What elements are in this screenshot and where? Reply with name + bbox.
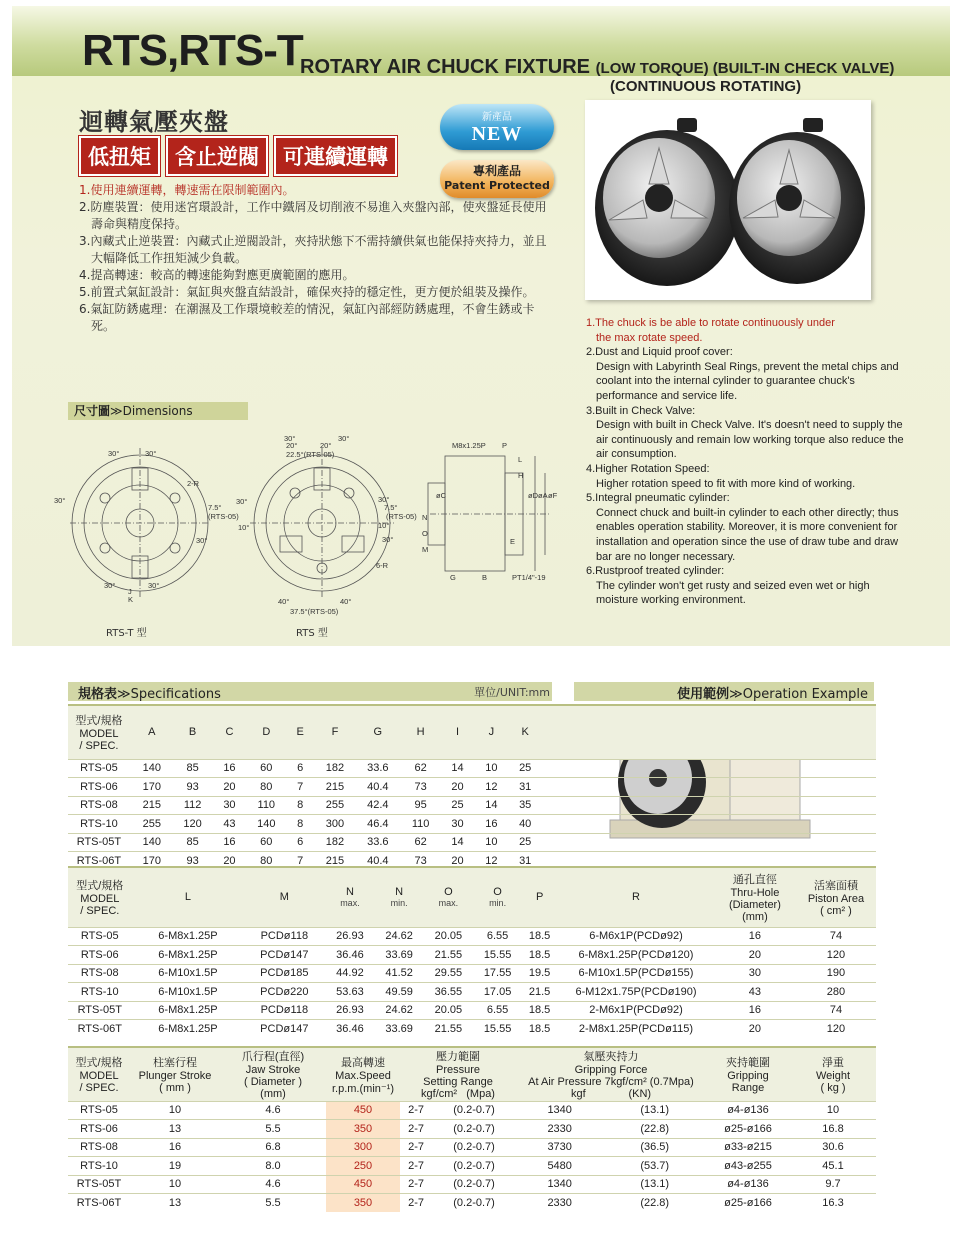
dim-label: 30° [145,449,157,458]
table-cell: 6-M12x1.75P(PCDø190) [558,983,714,1002]
dim-label: M8x1.25P [452,441,486,450]
table-cell: 20 [212,778,248,797]
table-cell: 16.8 [790,1120,876,1139]
table-cell: 300 [315,815,355,834]
table-cell: 10 [474,833,508,852]
table-cell: 30.6 [790,1138,876,1157]
table-cell: 14 [441,759,475,778]
table-cell: 62 [401,759,441,778]
model-cell: RTS-06 [68,1120,130,1139]
list-item: 6.氣缸防銹處理：在潮濕及工作環境較差的情況，氣缸內部經防銹處理，不會生銹或卡死。 [79,302,535,333]
table-cell: 16 [130,1138,220,1157]
dim-label: B [482,573,488,582]
table-cell: 300 [326,1138,400,1157]
table-cell: 26.93 [324,1001,375,1020]
dim-label: K [128,595,134,604]
table-cell: 17.05 [474,983,521,1002]
table-cell: 25 [441,796,475,815]
dim-label: E [510,537,516,546]
table-cell: 6 [285,759,315,778]
table-cell: 2-7 [400,1120,432,1139]
dim-label: 2-R [187,479,200,488]
table-cell: 31 [508,778,542,797]
dim-label: 30° [236,497,248,506]
table-cell: 20 [441,778,475,797]
table-cell: 215 [315,852,355,871]
table-cell: 10 [790,1101,876,1120]
dim-label: (RTS-05) [208,512,239,521]
table-row [68,1194,876,1213]
table-cell: 280 [796,983,876,1002]
table-cell: 2330 [516,1194,603,1213]
chuck-left [595,118,739,286]
dim-label: 30° [284,434,296,443]
table-cell: 16 [714,927,796,946]
table-cell: 60 [247,833,285,852]
dim-label: 22.5°(RTS-05) [286,450,335,459]
model-cell: RTS-10 [68,1157,130,1176]
table-cell: 6-M8x1.25P [132,1020,245,1039]
table-row [68,1157,876,1176]
table-cell: 170 [130,778,174,797]
dim-label: PT1/4"-19 [512,573,546,582]
dim-label: 30° [382,535,394,544]
table-row [68,1020,876,1039]
table-cell: 36.46 [324,1020,375,1039]
cn-feature-list [79,182,549,335]
table-cell: 6.55 [474,1001,521,1020]
dim-label: M [422,545,429,554]
table-cell: 33.69 [376,1020,423,1039]
list-item: 1.使用連續運轉，轉速需在限制範圍內。 [79,183,295,197]
table-cell: (0.2-0.7) [432,1157,516,1176]
table-cell: (0.2-0.7) [432,1101,516,1120]
table-cell: 20 [714,946,796,965]
table-cell: 14 [474,796,508,815]
table-cell: 120 [174,815,212,834]
table-cell: 120 [796,946,876,965]
table-cell: 20 [212,852,248,871]
table-cell: 18.5 [521,1020,558,1039]
dim-label: O [422,529,428,538]
table-cell: 16 [714,1001,796,1020]
table-row [68,983,876,1002]
table-row [68,778,876,797]
model-cell: RTS-10 [68,983,132,1002]
model-cell: RTS-05T [68,833,130,852]
table-cell: ø4-ø136 [706,1101,790,1120]
table-cell: 6-M8x1.25P(PCDø120) [558,946,714,965]
table-cell: PCDø220 [244,983,324,1002]
table-cell: 450 [326,1175,400,1194]
table-cell: 215 [130,796,174,815]
dim-label: 20° [320,441,332,450]
table-cell: 6-M8x1.25P [132,1001,245,1020]
table-cell: 74 [796,927,876,946]
table-cell: 250 [326,1157,400,1176]
table-cell: 1340 [516,1175,603,1194]
table-cell: 44.92 [324,964,375,983]
table-cell: ø33-ø215 [706,1138,790,1157]
table-row [68,1138,876,1157]
en-feature-list: 1.The chuck is be able to rotate continuously under the max rotate speed. 2.Dust and Liquid proof cover: Design with Labyrinth Seal Rings, prevent the metal chips and coolant into the internal cylinder to guarantee chuck's performance and service life. 3.Built in Check Valve: Design with built in Check Valve. It's doesn't need to supply the air continuously and remain low working torque also reduce the air consumption. 4.Higher Rotation Speed: Higher rotation speed to fit with more kind of working. 5.Integral pneumatic cylinder: Connect chuck and built-in cylinder to each other directly; thus enables operation stability. Moreover, it is more convenient for installation and operation since the use of draw tube and draw bar are no longer necessary. 6.Rustproof treated cylinder: The cylinder won't get rusty and seized even wet or high moisture working environment. [586,317,904,607]
spec-table-1: 型式/規格 MODEL / SPEC. A B C D E F G H I J K RTS-05 140 85 16 60 6 182 33.6 62 14 10 25 RTS-06 170 93 20 80 7 215 40.4 73 20 12 31 RTS-08 215 112 30 110 8 255 42.4 95 25 14 35 RTS-10 255 120 43 140 8 300 46.4 110 30 16 40 RTS-05T 140 85 16 60 6 182 33.6 62 14 10 25 RTS-06T 170 93 20 80 7 215 40.4 73 20 12 31 [68,704,876,870]
table-cell: 2-7 [400,1157,432,1176]
table-cell: 33.6 [355,833,401,852]
list-item: 5.前置式氣缸設計：氣缸與夾盤直結設計，確保夾持的穩定性，更方便於組裝及操作。 [79,285,535,299]
table-cell: 74 [796,1001,876,1020]
table-row [68,927,876,946]
model-cell: RTS-08 [68,1138,130,1157]
dimension-drawings [50,428,590,638]
dim-label: 30° [196,536,208,545]
dim-label: 40° [340,597,352,606]
table-cell: 20 [714,1020,796,1039]
table-cell: 170 [130,852,174,871]
table-cell: 8 [285,796,315,815]
table-cell: 6-M8x1.25P [132,946,245,965]
table-cell: 182 [315,833,355,852]
table-cell: (13.1) [603,1101,706,1120]
table-cell: 21.55 [423,1020,474,1039]
dim-label: J [128,587,132,596]
table-cell: 10 [130,1101,220,1120]
table-cell: 40.4 [355,852,401,871]
table-cell: 95 [401,796,441,815]
table-cell: 19 [130,1157,220,1176]
table-cell: 43 [714,983,796,1002]
list-item: 4.提高轉速：較高的轉速能夠對應更廣範圍的應用。 [79,268,355,282]
dim-label: G [450,573,456,582]
table-cell: 21.5 [521,983,558,1002]
table-cell: 450 [326,1101,400,1120]
table-cell: 6 [285,833,315,852]
table-cell: 93 [174,852,212,871]
dim-label: 30° [378,495,390,504]
table-cell: 41.52 [376,964,423,983]
table-cell: 30 [212,796,248,815]
table-cell: (53.7) [603,1157,706,1176]
model-cell: RTS-08 [68,796,130,815]
table-cell: 5480 [516,1157,603,1176]
table-cell: 62 [401,833,441,852]
table-row [68,1001,876,1020]
dim-label: 20° [286,441,298,450]
table-cell: 35 [508,796,542,815]
table-cell: PCDø147 [244,946,324,965]
table-cell: (36.5) [603,1138,706,1157]
model-cell: RTS-06T [68,852,130,871]
table-cell: 7 [285,852,315,871]
table-cell: (22.8) [603,1194,706,1213]
feature-tags [79,136,397,176]
table-cell: 24.62 [376,927,423,946]
table-cell: 112 [174,796,212,815]
dimensions-heading: 尺寸圖≫Dimensions [68,402,248,420]
dim-label: 10° [238,523,250,532]
list-item: 3.內藏式止逆裝置：內藏式止逆閥設計，夾持狀態下不需持續供氣也能保持夾持力，並且大幅降低工作扭矩減少負載。 [79,234,547,265]
table-cell: 33.6 [355,759,401,778]
table-cell: 10 [130,1175,220,1194]
table-cell: 30 [714,964,796,983]
model-cell: RTS-05T [68,1175,130,1194]
table-row [68,833,876,852]
table-cell: 15.55 [474,1020,521,1039]
table-cell: 182 [315,759,355,778]
table-cell: 17.55 [474,964,521,983]
table-cell: 9.7 [790,1175,876,1194]
model-cell: RTS-06T [68,1020,132,1039]
table-cell: 255 [130,815,174,834]
table-cell: 2330 [516,1120,603,1139]
spec-heading: 規格表≫Specifications 單位/UNIT:mm [68,682,552,701]
table-cell: 16 [212,759,248,778]
table-cell: 12 [474,778,508,797]
dim-label: 30° [104,581,116,590]
table-cell: 350 [326,1120,400,1139]
table-cell: PCDø118 [244,1001,324,1020]
dim-label: 7.5° [384,503,398,512]
table-row [68,1120,876,1139]
patent-badge: 專利產品 Patent Protected [440,160,554,198]
table-cell: 80 [247,852,285,871]
table-cell: 13 [130,1194,220,1213]
table-cell: 6-M10x1.5P [132,964,245,983]
table-cell: 42.4 [355,796,401,815]
table-cell: 8.0 [220,1157,326,1176]
table-cell: (0.2-0.7) [432,1175,516,1194]
table-cell: 6-M10x1.5P(PCDø155) [558,964,714,983]
table-cell: 40 [508,815,542,834]
table-cell: 18.5 [521,927,558,946]
table-cell: 5.5 [220,1194,326,1213]
model-cell: RTS-08 [68,964,132,983]
new-badge: 新產品 NEW [440,104,554,150]
table-cell: 25 [508,833,542,852]
dim-label: P [502,441,508,450]
table-cell: 45.1 [790,1157,876,1176]
table-cell: ø4-ø136 [706,1175,790,1194]
table-cell: 19.5 [521,964,558,983]
table-cell: 73 [401,778,441,797]
table-cell: 85 [174,759,212,778]
table-cell: 140 [130,759,174,778]
model-cell: RTS-05 [68,927,132,946]
table-row [68,1101,876,1120]
model-cell: RTS-06 [68,778,130,797]
table-cell: 31 [508,852,542,871]
dim-label: øD [528,491,538,500]
table-cell: 7 [285,778,315,797]
table-cell: 1340 [516,1101,603,1120]
operation-heading: 使用範例≫Operation Example [574,682,874,701]
table-cell: 29.55 [423,964,474,983]
dim-label: 40° [278,597,290,606]
cn-title: 迴轉氣壓夾盤 [79,108,229,136]
table-cell: 93 [174,778,212,797]
table-cell: 16.3 [790,1194,876,1213]
rts-t-caption: RTS-T 型 [106,628,147,639]
table-cell: 6-M6x1P(PCDø92) [558,927,714,946]
table-cell: 25 [508,759,542,778]
model-cell: RTS-05T [68,1001,132,1020]
table-cell: 85 [174,833,212,852]
product-photo [585,100,871,300]
table-cell: 30 [441,815,475,834]
table-cell: PCDø147 [244,1020,324,1039]
dim-label: 30° [54,496,66,505]
table-row [68,946,876,965]
model-title: RTS,RTS-T [82,26,303,75]
table-row [68,759,876,778]
table-cell: 6-M8x1.25P [132,927,245,946]
model-cell: RTS-06 [68,946,132,965]
table-cell: ø25-ø166 [706,1194,790,1213]
table-cell: 16 [474,815,508,834]
dim-label: L [518,455,523,464]
table-cell: (0.2-0.7) [432,1194,516,1213]
table-cell: 3730 [516,1138,603,1157]
table-cell: 33.69 [376,946,423,965]
table-cell: 6.55 [474,927,521,946]
dim-label: 7.5° [208,503,222,512]
table-cell: 24.62 [376,1001,423,1020]
chuck-right [729,118,865,284]
table-cell: 2-M6x1P(PCDø92) [558,1001,714,1020]
dim-label: 37.5°(RTS-05) [290,607,339,616]
dim-label: øC [436,491,446,500]
table-cell: 20.05 [423,1001,474,1020]
dim-label: 30° [148,581,160,590]
table-cell: (0.2-0.7) [432,1120,516,1139]
dim-label: øA [538,491,548,500]
table-cell: 13 [130,1120,220,1139]
table-row [68,815,876,834]
table-cell: 4.6 [220,1175,326,1194]
table-cell: 4.6 [220,1101,326,1120]
dim-label: øF [548,491,558,500]
tag: 低扭矩 [79,136,160,176]
table-cell: 255 [315,796,355,815]
table-cell: 2-7 [400,1101,432,1120]
table-row [68,1175,876,1194]
dim-label: 6-R [376,561,389,570]
dim-label: 10° [378,521,390,530]
table-cell: ø25-ø166 [706,1120,790,1139]
table-cell: 80 [247,778,285,797]
model-cell: RTS-06T [68,1194,130,1213]
table-cell: PCDø118 [244,927,324,946]
tag: 可連續運轉 [274,136,397,176]
table-cell: 6-M10x1.5P [132,983,245,1002]
table-cell: 46.4 [355,815,401,834]
tag: 含止逆閥 [166,136,268,176]
table-row [68,964,876,983]
product-subtitle: (CONTINUOUS ROTATING) [610,78,802,95]
table-cell: 14 [441,833,475,852]
table-cell: 120 [796,1020,876,1039]
table-cell: 21.55 [423,946,474,965]
table-cell: 26.93 [324,927,375,946]
table-cell: 53.63 [324,983,375,1002]
table-cell: (22.8) [603,1120,706,1139]
table-cell: 350 [326,1194,400,1213]
table-cell: 36.46 [324,946,375,965]
table-cell: 110 [247,796,285,815]
table-cell: 40.4 [355,778,401,797]
table-cell: 20.05 [423,927,474,946]
table-cell: PCDø185 [244,964,324,983]
table-cell: 10 [474,759,508,778]
table-cell: 110 [401,815,441,834]
table-cell: 18.5 [521,1001,558,1020]
spec-table-2: 型式/規格 MODEL / SPEC. L M N max. N min. O max. O min. P R 通孔直徑 Thru-Hole (Diameter) (mm) 活塞面積 Piston Area ( cm² ) RTS-05 6-M8x1.25P PCDø118 26.93 24.62 20.05 6.55 18.5 6-M6x1P(PCDø92) 16 74 RTS-06 6-M8x1.25P PCDø147 36.46 33.69 21.55 15.55 18.5 6-M8x1.25P(PCDø120) 20 120 RTS-08 6-M10x1.5P PCDø185 44.92 41.52 29.55 17.55 19.5 6-M10x1.5P(PCDø155) 30 190 RTS-10 6-M10x1.5P PCDø220 53.63 49.59 36.55 17.05 21.5 6-M12x1.75P(PCDø190) 43 280 RTS-05T 6-M8x1.25P PCDø118 26.93 24.62 20.05 6.55 18.5 2-M6x1P(PCDø92) 16 74 RTS-06T 6-M8x1.25P PCDø147 36.46 33.69 21.55 15.55 18.5 2-M8x1.25P(PCDø115) 20 120 [68,866,876,1038]
dim-label: 30° [338,434,350,443]
table-cell: 2-7 [400,1194,432,1213]
table-cell: (13.1) [603,1175,706,1194]
table-cell: 20 [441,852,475,871]
table-cell: 16 [212,833,248,852]
list-item: 2.防塵裝置：使用迷宮環設計，工作中鐵屑及切削液不易進入夾盤內部，使夾盤延長使用壽命與精度保持。 [79,200,547,231]
table-cell: 140 [247,815,285,834]
table-cell: 190 [796,964,876,983]
model-cell: RTS-05 [68,1101,130,1120]
model-cell: RTS-05 [68,759,130,778]
spec-table-3: 型式/規格 MODEL / SPEC. 柱塞行程 Plunger Stroke ( mm ) 爪行程(直徑) Jaw Stroke ( Diameter ) (mm) 最高轉速 Max.Speed r.p.m.(min⁻¹) 壓力範圍 Pressure Setting Range kgf/cm² (Mpa) 氣壓夾持力 Gripping Force At Air Pressure 7kgf/cm² (0.7Mpa) kgf (KN) 夾持範圍 Gripping Range 淨重 Weight ( kg ) RTS-05 10 4.6 450 2-7 (0.2-0.7) 1340 (13.1) ø4-ø136 10 RTS-06 13 5.5 350 2-7 (0.2-0.7) 2330 (22.8) ø25-ø166 16.8 RTS-08 16 6.8 300 2-7 (0.2-0.7) 3730 (36.5) ø33-ø215 30.6 RTS-10 19 8.0 250 2-7 (0.2-0.7) 5480 (53.7) ø43-ø255 45.1 RTS-05T 10 4.6 450 2-7 (0.2-0.7) 1340 (13.1) ø4-ø136 9.7 RTS-06T 13 5.5 350 2-7 (0.2-0.7) 2330 (22.8) ø25-ø166 16.3 [68,1046,876,1212]
table-cell: 43 [212,815,248,834]
chuck-illustration [585,100,871,300]
table-cell: 5.5 [220,1120,326,1139]
table-cell: 140 [130,833,174,852]
product-title: ROTARY AIR CHUCK FIXTURE (LOW TORQUE) (BUILT-IN CHECK VALVE) [300,56,895,78]
table-cell: 49.59 [376,983,423,1002]
table-cell: 60 [247,759,285,778]
model-cell: RTS-10 [68,815,130,834]
table-cell: ø43-ø255 [706,1157,790,1176]
dim-label: (RTS-05) [386,512,417,521]
table-cell: 2-M8x1.25P(PCDø115) [558,1020,714,1039]
table-cell: 6.8 [220,1138,326,1157]
table-cell: 215 [315,778,355,797]
table-cell: 18.5 [521,946,558,965]
dim-label: H [518,471,524,480]
rts-caption: RTS 型 [296,628,328,639]
table-cell: 2-7 [400,1138,432,1157]
table-cell: 12 [474,852,508,871]
table-cell: 73 [401,852,441,871]
table-cell: 2-7 [400,1175,432,1194]
table-cell: 8 [285,815,315,834]
table-cell: 15.55 [474,946,521,965]
dim-label: N [422,513,428,522]
table-cell: (0.2-0.7) [432,1138,516,1157]
dim-label: 30° [108,449,120,458]
table-row [68,796,876,815]
table-cell: 36.55 [423,983,474,1002]
